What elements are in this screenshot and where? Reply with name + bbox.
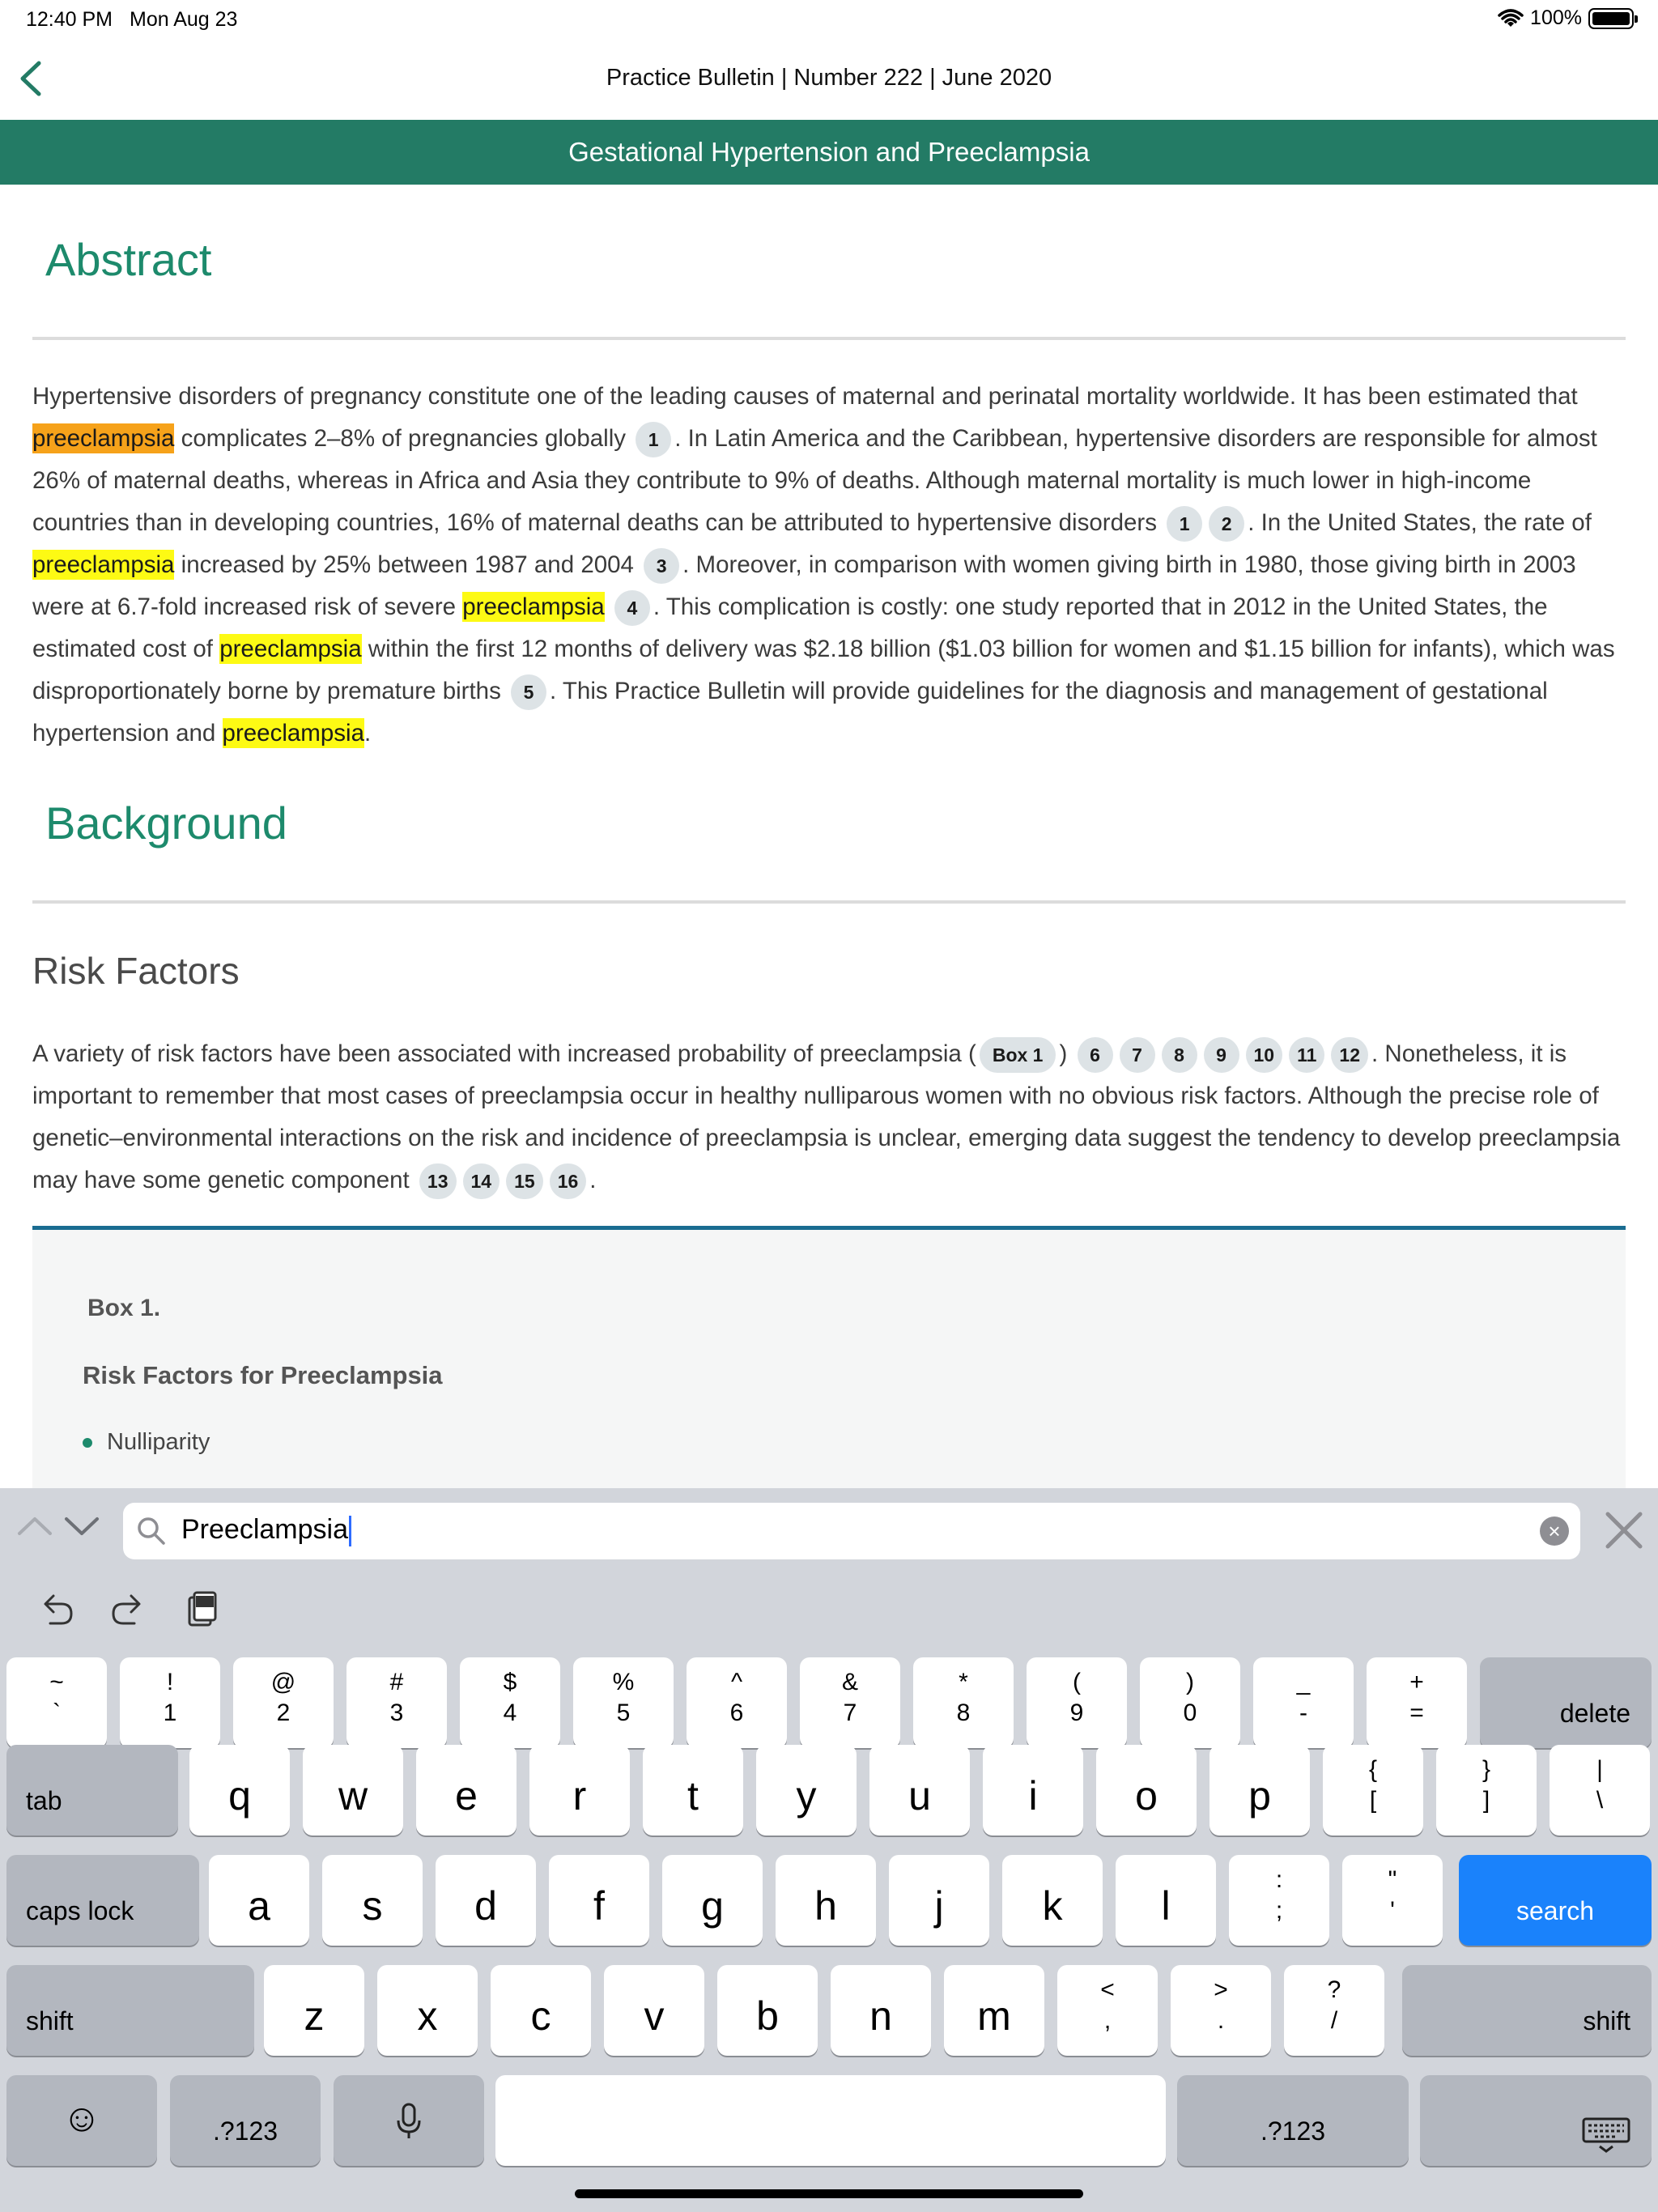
bullet-icon [83, 1438, 92, 1448]
reference-link[interactable]: 1 [1167, 506, 1202, 542]
key-sym-2[interactable] [1284, 1965, 1384, 2056]
key-shift-char: $ [503, 1669, 517, 1695]
nav-title: Practice Bulletin | Number 222 | June 2020 [606, 65, 1052, 91]
key-char: 1 [163, 1699, 177, 1726]
text: . In Latin America and the Caribbean, hypertensive disorders are responsible for almost 26% of maternal deaths, whereas in Africa and Asia they contribute to 9% of deaths. Although maternal mortality is much lower in high-income countries than in developing countries, 16% of maternal deaths can be attributed to hypertensive disorders [32, 425, 1597, 536]
clear-icon[interactable]: × [1540, 1516, 1569, 1546]
key-e[interactable] [416, 1745, 517, 1836]
find-bar [0, 1488, 1658, 1573]
key-char: l [1161, 1883, 1171, 1929]
key-char: n [869, 1993, 892, 2039]
abstract-divider [32, 337, 1626, 340]
key-12[interactable] [1367, 1657, 1467, 1748]
redo-icon[interactable] [107, 1588, 149, 1630]
key-char: 0 [1183, 1699, 1197, 1726]
reference-link[interactable]: 7 [1120, 1037, 1155, 1073]
key-char: a [248, 1883, 270, 1929]
document-banner: Gestational Hypertension and Preeclampsia [0, 120, 1658, 185]
document-content [0, 185, 1658, 1488]
status-date: Mon Aug 23 [130, 8, 238, 31]
key-sym-0[interactable] [1057, 1965, 1158, 2056]
key-shift-char: ~ [49, 1669, 64, 1695]
key-char: = [1409, 1699, 1424, 1726]
reference-link[interactable]: 5 [511, 674, 546, 710]
key-sym-1[interactable] [1171, 1965, 1271, 2056]
key-char: f [593, 1883, 605, 1929]
key-char: k [1042, 1883, 1063, 1929]
reference-link[interactable]: 14 [463, 1163, 500, 1199]
key-char: 2 [276, 1699, 291, 1726]
key-shift-char: # [389, 1669, 404, 1695]
key-char: g [701, 1883, 724, 1929]
reference-link[interactable]: 15 [506, 1163, 543, 1199]
key-label: .?123 [212, 2116, 278, 2146]
key-f[interactable] [549, 1855, 649, 1946]
key-char: i [1028, 1773, 1038, 1819]
tab-key[interactable] [6, 1745, 178, 1836]
shift-left-key[interactable] [6, 1965, 254, 2056]
key-char: j [934, 1883, 944, 1929]
key-b[interactable] [717, 1965, 818, 2056]
key-shift-char: : [1275, 1866, 1283, 1893]
undo-icon[interactable] [36, 1588, 78, 1630]
key-char: x [417, 1993, 438, 2039]
key-label: shift [26, 2006, 74, 2035]
key-label: delete [1559, 1699, 1630, 1728]
key-char: y [796, 1773, 817, 1819]
key-char: / [1330, 2007, 1338, 2034]
background-divider [32, 900, 1626, 904]
box-panel [32, 1226, 1626, 1488]
key-char: q [228, 1773, 251, 1819]
key-char: d [474, 1883, 497, 1929]
reference-link[interactable]: 4 [614, 590, 650, 626]
battery-icon [1588, 8, 1634, 29]
key-3[interactable] [346, 1657, 447, 1748]
key-char: o [1135, 1773, 1158, 1819]
chevron-down-icon[interactable] [62, 1506, 102, 1546]
text: A variety of risk factors have been associated with increased probability of preeclampsia ( [32, 1040, 976, 1067]
paste-icon[interactable] [180, 1588, 222, 1630]
key-a[interactable] [209, 1855, 309, 1946]
key-c[interactable] [491, 1965, 591, 2056]
key-char: p [1248, 1773, 1271, 1819]
key-v[interactable] [604, 1965, 704, 2056]
key-n[interactable] [831, 1965, 931, 2056]
key-char: z [304, 1993, 325, 2039]
risk-factors-heading: Risk Factors [32, 950, 240, 992]
text: . This complication is costly: one study reported that in 2012 in the United States, the estimated cost of [32, 593, 1548, 662]
key-shift-char: ) [1186, 1669, 1194, 1695]
key-label: search [1516, 1896, 1595, 1925]
key-char: e [455, 1773, 478, 1819]
delete-key[interactable] [1480, 1657, 1652, 1748]
search-query [181, 1514, 351, 1546]
key-o[interactable] [1096, 1745, 1197, 1836]
home-indicator [575, 2189, 1083, 2198]
hide-keyboard-key[interactable] [1420, 2075, 1652, 2166]
search-icon [134, 1514, 168, 1548]
status-right [1498, 6, 1634, 30]
key-char: . [1217, 2007, 1225, 2034]
key-label: tab [26, 1786, 62, 1815]
list-item [83, 1429, 210, 1456]
key-shift-char: ( [1073, 1669, 1081, 1695]
key-0[interactable] [6, 1657, 107, 1748]
key-shift-char: % [612, 1669, 635, 1695]
key-shift-char: ? [1327, 1976, 1341, 2003]
box-title: Risk Factors for Preeclampsia [83, 1361, 443, 1389]
search-match[interactable]: preeclampsia [222, 720, 364, 747]
caps-lock-key[interactable] [6, 1855, 199, 1946]
key-m[interactable] [944, 1965, 1044, 2056]
numbers-key-left[interactable] [170, 2075, 321, 2166]
key-sym-0[interactable] [1323, 1745, 1423, 1836]
key-char: h [814, 1883, 837, 1929]
text: within the first 12 months of delivery was $2.18 billion ($1.03 billion for women and $1.15 billion for infants), which was disproportionately borne by premature births [32, 636, 1615, 704]
key-shift-char: _ [1296, 1669, 1311, 1695]
reference-link[interactable]: 2 [1209, 506, 1244, 542]
key-char: ; [1275, 1897, 1283, 1924]
key-char: ' [1390, 1897, 1395, 1924]
key-i[interactable] [983, 1745, 1083, 1836]
text: . [589, 1167, 597, 1193]
search-query-text: Preeclampsia [181, 1514, 348, 1545]
status-bar [0, 0, 1658, 39]
text: . In the United States, the rate of [1248, 509, 1592, 536]
key-char: m [977, 1993, 1011, 2039]
key-char: \ [1596, 1787, 1604, 1814]
dictation-key[interactable] [334, 2075, 484, 2166]
text: increased by 25% between 1987 and 2004 [174, 551, 641, 578]
reference-link[interactable]: 6 [1078, 1037, 1113, 1073]
emoji-icon: ☺ [62, 2097, 102, 2140]
text: ) [1059, 1040, 1068, 1067]
key-9[interactable] [1027, 1657, 1127, 1748]
text: . This Practice Bulletin will provide guidelines for the diagnosis and management of gestational hypertension and [32, 678, 1548, 747]
search-match[interactable]: preeclampsia [219, 636, 362, 662]
search-input[interactable] [123, 1503, 1580, 1559]
reference-link[interactable]: 13 [419, 1163, 457, 1199]
key-k[interactable] [1002, 1855, 1103, 1946]
background-heading: Background [45, 798, 287, 849]
key-l[interactable] [1116, 1855, 1216, 1946]
key-shift-char: & [841, 1669, 858, 1695]
key-char: 7 [843, 1699, 857, 1726]
key-shift-char: ! [166, 1669, 174, 1695]
close-icon[interactable] [1600, 1506, 1648, 1555]
key-5[interactable] [573, 1657, 674, 1748]
list-item-text: Nulliparity [107, 1429, 210, 1455]
reference-link[interactable]: 12 [1331, 1037, 1368, 1073]
key-shift-char: ^ [730, 1669, 743, 1695]
key-shift-char: " [1388, 1866, 1397, 1893]
chevron-up-icon[interactable] [15, 1506, 55, 1546]
numbers-key-right[interactable] [1177, 2075, 1409, 2166]
key-shift-char: } [1482, 1756, 1491, 1783]
key-char: r [572, 1773, 587, 1819]
key-s[interactable] [322, 1855, 423, 1946]
key-p[interactable] [1209, 1745, 1310, 1836]
text: complicates 2–8% of pregnancies globally [174, 425, 633, 452]
status-time: 12:40 PM [26, 8, 113, 31]
key-shift-char: * [959, 1669, 968, 1695]
key-char: w [338, 1773, 368, 1819]
key-t[interactable] [643, 1745, 743, 1836]
reference-link[interactable]: 10 [1246, 1037, 1283, 1073]
reference-link[interactable]: 8 [1162, 1037, 1197, 1073]
key-char: b [756, 1993, 779, 2039]
key-sym-1[interactable] [1436, 1745, 1537, 1836]
key-char: 9 [1069, 1699, 1084, 1726]
key-h[interactable] [776, 1855, 876, 1946]
key-j[interactable] [889, 1855, 989, 1946]
risk-factors-paragraph [32, 1033, 1627, 1202]
key-shift-char: + [1409, 1669, 1424, 1695]
key-x[interactable] [377, 1965, 478, 2056]
key-char: 6 [729, 1699, 744, 1726]
key-r[interactable] [529, 1745, 630, 1836]
key-char: v [644, 1993, 665, 2039]
key-char: s [362, 1883, 383, 1929]
text: . Nonetheless, it is important to remember that most cases of preeclampsia occur in healthy nulliparous women with no obvious risk factors. Although the precise role of genetic–environmental interactions on the risk and incidence of preeclampsia is unclear, emerging data suggest the tendency to develop preeclampsia may have some genetic component [32, 1040, 1621, 1193]
shift-right-key[interactable] [1402, 1965, 1652, 2056]
key-char: 5 [616, 1699, 631, 1726]
key-1[interactable] [120, 1657, 220, 1748]
key-char: [ [1369, 1787, 1377, 1814]
abstract-paragraph [32, 376, 1627, 755]
keyboard-dismiss-icon [1582, 2117, 1630, 2155]
key-8[interactable] [913, 1657, 1014, 1748]
box-label: Box 1. [87, 1295, 161, 1321]
key-char: ] [1482, 1787, 1490, 1814]
key-10[interactable] [1140, 1657, 1240, 1748]
battery-percent: 100% [1530, 6, 1582, 29]
reference-link[interactable]: 11 [1289, 1037, 1324, 1073]
key-sym-1[interactable] [1342, 1855, 1443, 1946]
key-w[interactable] [303, 1745, 403, 1836]
search-match[interactable]: preeclampsia [462, 593, 605, 620]
key-shift-char: | [1596, 1756, 1603, 1783]
key-char: u [908, 1773, 931, 1819]
key-char: 3 [389, 1699, 404, 1726]
key-6[interactable] [687, 1657, 787, 1748]
text-caret [349, 1516, 351, 1546]
key-shift-char: < [1100, 1976, 1115, 2003]
search-key[interactable] [1459, 1855, 1652, 1946]
reference-link[interactable]: 16 [550, 1163, 587, 1199]
box-link[interactable]: Box 1 [980, 1037, 1056, 1073]
key-2[interactable] [233, 1657, 334, 1748]
key-char: t [687, 1773, 699, 1819]
wifi-icon [1498, 9, 1524, 28]
text: . [363, 720, 372, 747]
key-char: , [1103, 2007, 1112, 2034]
key-11[interactable] [1253, 1657, 1354, 1748]
key-sym-2[interactable] [1550, 1745, 1650, 1836]
key-sym-0[interactable] [1229, 1855, 1329, 1946]
nav-bar [0, 39, 1658, 120]
key-7[interactable] [800, 1657, 900, 1748]
keyboard [0, 1573, 1658, 2212]
space-key[interactable] [495, 2075, 1166, 2166]
key-char: 4 [503, 1699, 517, 1726]
reference-link[interactable]: 3 [644, 548, 679, 584]
key-char: 8 [956, 1699, 971, 1726]
key-u[interactable] [869, 1745, 970, 1836]
key-char: ` [53, 1699, 61, 1726]
emoji-key[interactable] [6, 2075, 157, 2166]
microphone-icon [393, 2101, 424, 2142]
key-shift-char: > [1214, 1976, 1228, 2003]
key-g[interactable] [662, 1855, 763, 1946]
key-d[interactable] [436, 1855, 536, 1946]
key-label: .?123 [1260, 2116, 1326, 2146]
key-label: caps lock [26, 1896, 134, 1925]
abstract-heading: Abstract [45, 234, 212, 285]
search-match[interactable]: preeclampsia [32, 551, 175, 578]
key-q[interactable] [189, 1745, 290, 1836]
text: . Moreover, in comparison with women giving birth in 1980, those giving birth in 2003 were at 6.7-fold increased risk of severe [32, 551, 1576, 620]
reference-link[interactable]: 9 [1204, 1037, 1239, 1073]
key-label: shift [1583, 2006, 1630, 2035]
key-shift-char: @ [270, 1669, 296, 1695]
key-z[interactable] [264, 1965, 364, 2056]
key-char: - [1299, 1699, 1307, 1726]
text: Hypertensive disorders of pregnancy constitute one of the leading causes of maternal and perinatal mortality worldwide. It has been estimated that [32, 383, 1578, 410]
search-match-current[interactable]: preeclampsia [32, 425, 175, 452]
reference-link[interactable]: 1 [636, 422, 671, 457]
key-4[interactable] [460, 1657, 560, 1748]
key-char: c [530, 1993, 551, 2039]
key-y[interactable] [756, 1745, 857, 1836]
key-shift-char: { [1368, 1756, 1378, 1783]
